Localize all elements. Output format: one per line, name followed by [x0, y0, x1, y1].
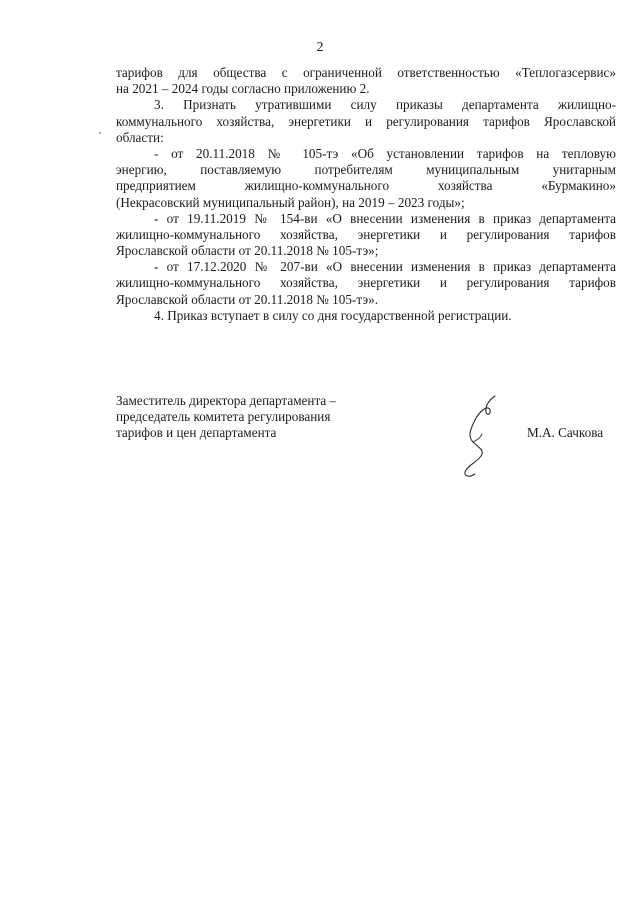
signatory-title: [116, 393, 376, 442]
body-line: 4. Приказ вступает в силу со дня государственной регистрации.: [154, 307, 512, 323]
signatory-title-line: председатель комитета регулирования: [116, 409, 331, 425]
body-line: - от 17.12.2020 № 207-ви «О внесении изменения в приказ департамента: [154, 259, 616, 275]
body-line: на 2021 – 2024 годы согласно приложению 2.: [116, 81, 370, 97]
handwritten-signature: [455, 390, 505, 485]
signatory-title-line: тарифов и цен департамента: [116, 425, 277, 441]
body-line: энергию, поставляемую потребителям муниципальным унитарным: [116, 162, 616, 178]
body-line: жилищно-коммунального хозяйства, энергетики и регулирования тарифов: [116, 275, 616, 291]
body-line: тарифов для общества с ограниченной ответственностью «Теплогазсервис»: [116, 65, 616, 80]
body-line: - от 19.11.2019 № 154-ви «О внесении изменения в приказ департамента: [154, 210, 616, 226]
document-body: [116, 65, 616, 324]
page-number: 2: [316, 40, 324, 55]
body-line: (Некрасовский муниципальный район), на 2019 – 2023 годы»;: [116, 194, 465, 210]
signatory-name: М.А. Сачкова: [527, 425, 604, 440]
body-line: области:: [116, 129, 164, 145]
body-line: - от 20.11.2018 № 105-тэ «Об установлении тарифов на тепловую: [154, 145, 616, 161]
body-line: Ярославской области от 20.11.2018 № 105-тэ».: [116, 291, 378, 307]
body-line: 3. Признать утратившими силу приказы департамента жилищно-: [154, 97, 616, 113]
body-line: предприятием жилищно-коммунального хозяйства «Бурмакино»: [116, 178, 616, 194]
scan-speck: [99, 132, 101, 134]
body-line: Ярославской области от 20.11.2018 № 105-тэ»;: [116, 243, 379, 259]
body-line: жилищно-коммунального хозяйства, энергетики и регулирования тарифов: [116, 226, 616, 242]
signatory-title-line: Заместитель директора департамента –: [116, 393, 337, 408]
body-line: коммунального хозяйства, энергетики и регулирования тарифов Ярославской: [116, 113, 616, 129]
